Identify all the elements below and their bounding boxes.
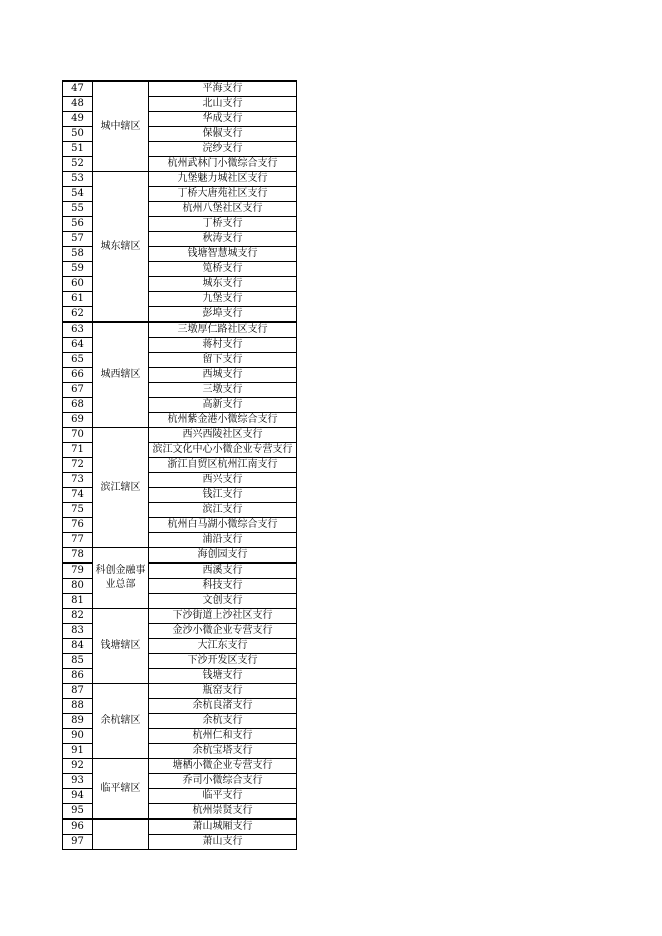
table-row (63, 819, 297, 835)
branch-name-cell[interactable]: 滨江支行 (149, 503, 297, 518)
table-row (63, 428, 297, 443)
district-label: 临平辖区 (100, 782, 141, 794)
branch-name-cell[interactable]: 浦沿支行 (149, 533, 297, 548)
branch-name-cell[interactable]: 华成支行 (149, 112, 297, 127)
row-number-cell[interactable]: 72 (63, 458, 93, 473)
row-number-cell[interactable]: 84 (63, 639, 93, 654)
branch-name-cell[interactable]: 海创园支行 (149, 548, 297, 564)
branch-name-cell[interactable]: 浣纱支行 (149, 142, 297, 157)
branch-name-cell[interactable]: 钱塘智慧城支行 (149, 247, 297, 262)
branch-name-cell[interactable]: 瓶窑支行 (149, 684, 297, 699)
branch-name-cell[interactable]: 大江东支行 (149, 639, 297, 654)
row-number-cell[interactable]: 52 (63, 157, 93, 172)
district-cell[interactable] (93, 759, 149, 820)
row-number-cell[interactable]: 63 (63, 322, 93, 338)
branch-name-cell[interactable]: 余杭良渚支行 (149, 699, 297, 714)
branch-name-cell[interactable]: 钱塘支行 (149, 669, 297, 684)
district-label: 城西辖区 (100, 369, 141, 380)
district-cell[interactable] (93, 81, 149, 172)
row-number-cell[interactable]: 87 (63, 684, 93, 699)
row-number-cell[interactable]: 91 (63, 744, 93, 759)
row-number-cell[interactable]: 48 (63, 97, 93, 112)
row-number-cell[interactable]: 97 (63, 835, 93, 850)
district-cell[interactable] (93, 548, 149, 609)
branch-name-cell[interactable]: 杭州紫金港小微综合支行 (149, 413, 297, 428)
branch-name-cell[interactable]: 下沙街道上沙社区支行 (149, 609, 297, 624)
row-number-cell[interactable]: 66 (63, 368, 93, 383)
branch-name-cell[interactable]: 三墩支行 (149, 383, 297, 398)
branch-name-cell[interactable]: 杭州八堡社区支行 (149, 202, 297, 217)
branch-name-cell[interactable]: 滨江文化中心小微企业专营支行 (149, 443, 297, 458)
row-number-cell[interactable]: 65 (63, 353, 93, 368)
district-cell[interactable] (93, 684, 149, 759)
row-number-cell[interactable]: 60 (63, 277, 93, 292)
district-cell[interactable] (93, 172, 149, 323)
row-number-cell[interactable]: 59 (63, 262, 93, 277)
branch-name-cell[interactable]: 科技支行 (149, 579, 297, 594)
row-number-cell[interactable]: 86 (63, 669, 93, 684)
table-row (63, 609, 297, 624)
branch-name-cell[interactable]: 丁桥大唐苑社区支行 (149, 187, 297, 202)
branch-name-cell[interactable]: 秋涛支行 (149, 232, 297, 247)
row-number-cell[interactable]: 56 (63, 217, 93, 232)
branch-name-cell[interactable]: 临平支行 (149, 789, 297, 804)
row-number-cell[interactable]: 50 (63, 127, 93, 142)
row-number-cell[interactable]: 92 (63, 759, 93, 774)
row-number-cell[interactable]: 78 (63, 548, 93, 564)
table-row (63, 548, 297, 564)
row-number-cell[interactable]: 62 (63, 307, 93, 323)
row-number-cell[interactable]: 81 (63, 594, 93, 609)
branch-name-cell[interactable]: 北山支行 (149, 97, 297, 112)
district-label: 科创金融事业总部 (95, 565, 146, 590)
row-number-cell[interactable]: 47 (63, 81, 93, 97)
branch-name-cell[interactable]: 余杭支行 (149, 714, 297, 729)
row-number-cell[interactable]: 76 (63, 518, 93, 533)
table-row (63, 759, 297, 774)
branch-name-cell[interactable]: 杭州仁和支行 (149, 729, 297, 744)
district-label: 滨江辖区 (100, 481, 141, 493)
branch-name-cell[interactable]: 城东支行 (149, 277, 297, 292)
branch-name-cell[interactable]: 余杭宝塔支行 (149, 744, 297, 759)
row-number-cell[interactable]: 83 (63, 624, 93, 639)
row-number-cell[interactable]: 75 (63, 503, 93, 518)
district-cell[interactable] (93, 819, 149, 850)
branch-name-cell[interactable]: 金沙小微企业专营支行 (149, 624, 297, 639)
row-number-cell[interactable]: 67 (63, 383, 93, 398)
branch-name-cell[interactable]: 塘栖小微企业专营支行 (149, 759, 297, 774)
district-cell[interactable] (93, 609, 149, 684)
branch-name-cell[interactable]: 平海支行 (149, 81, 297, 97)
branch-name-cell[interactable]: 下沙开发区支行 (149, 654, 297, 669)
row-number-cell[interactable]: 82 (63, 609, 93, 624)
row-number-cell[interactable]: 57 (63, 232, 93, 247)
row-number-cell[interactable]: 94 (63, 789, 93, 804)
branch-name-cell[interactable]: 彭埠支行 (149, 307, 297, 323)
row-number-cell[interactable]: 93 (63, 774, 93, 789)
branch-name-cell[interactable]: 笕桥支行 (149, 262, 297, 277)
branch-name-cell[interactable]: 杭州白马湖小微综合支行 (149, 518, 297, 533)
table-row (63, 322, 297, 338)
row-number-cell[interactable]: 90 (63, 729, 93, 744)
branch-name-cell[interactable]: 杭州崇贤支行 (149, 804, 297, 820)
branch-name-cell[interactable]: 保俶支行 (149, 127, 297, 142)
row-number-cell[interactable]: 51 (63, 142, 93, 157)
row-number-cell[interactable]: 77 (63, 533, 93, 548)
row-number-cell[interactable]: 54 (63, 187, 93, 202)
branch-name-cell[interactable]: 西溪支行 (149, 563, 297, 579)
branch-name-cell[interactable]: 钱江支行 (149, 488, 297, 503)
row-number-cell[interactable]: 80 (63, 579, 93, 594)
row-number-cell[interactable]: 68 (63, 398, 93, 413)
row-number-cell[interactable]: 61 (63, 292, 93, 307)
branch-table-body (63, 81, 297, 850)
district-cell[interactable] (93, 428, 149, 548)
branch-table (62, 80, 297, 850)
branch-name-cell[interactable]: 浙江自贸区杭州江南支行 (149, 458, 297, 473)
branch-name-cell[interactable]: 文创支行 (149, 594, 297, 609)
branch-name-cell[interactable]: 高新支行 (149, 398, 297, 413)
branch-name-cell[interactable]: 西城支行 (149, 368, 297, 383)
branch-name-cell[interactable]: 西兴西陵社区支行 (149, 428, 297, 443)
district-label: 钱塘辖区 (100, 640, 141, 651)
row-number-cell[interactable]: 88 (63, 699, 93, 714)
row-number-cell[interactable]: 89 (63, 714, 93, 729)
row-number-cell[interactable]: 49 (63, 112, 93, 127)
row-number-cell[interactable]: 74 (63, 488, 93, 503)
row-number-cell[interactable]: 69 (63, 413, 93, 428)
branch-name-cell[interactable]: 丁桥支行 (149, 217, 297, 232)
branch-name-cell[interactable]: 留下支行 (149, 353, 297, 368)
district-label: 城东辖区 (100, 240, 141, 252)
branch-name-cell[interactable]: 九堡支行 (149, 292, 297, 307)
branch-name-cell[interactable]: 西兴支行 (149, 473, 297, 488)
district-label: 城中辖区 (100, 120, 141, 132)
branch-name-cell[interactable]: 乔司小微综合支行 (149, 774, 297, 789)
branch-name-cell[interactable]: 萧山城厢支行 (149, 819, 297, 835)
table-row (63, 684, 297, 699)
row-number-cell[interactable]: 71 (63, 443, 93, 458)
district-cell[interactable] (93, 322, 149, 428)
row-number-cell[interactable]: 55 (63, 202, 93, 217)
row-number-cell[interactable]: 58 (63, 247, 93, 262)
row-number-cell[interactable]: 79 (63, 563, 93, 579)
branch-name-cell[interactable]: 三墩厚仁路社区支行 (149, 322, 297, 338)
row-number-cell[interactable]: 95 (63, 804, 93, 820)
row-number-cell[interactable]: 64 (63, 338, 93, 353)
table-row (63, 81, 297, 97)
branch-table-container (62, 80, 295, 850)
branch-name-cell[interactable]: 杭州武林门小微综合支行 (149, 157, 297, 172)
branch-name-cell[interactable]: 九堡魅力城社区支行 (149, 172, 297, 187)
branch-name-cell[interactable]: 萧山支行 (149, 835, 297, 850)
table-row (63, 172, 297, 187)
row-number-cell[interactable]: 70 (63, 428, 93, 443)
district-label: 余杭辖区 (100, 715, 141, 726)
row-number-cell[interactable]: 73 (63, 473, 93, 488)
row-number-cell[interactable]: 96 (63, 819, 93, 835)
row-number-cell[interactable]: 53 (63, 172, 93, 187)
row-number-cell[interactable]: 85 (63, 654, 93, 669)
branch-name-cell[interactable]: 蒋村支行 (149, 338, 297, 353)
